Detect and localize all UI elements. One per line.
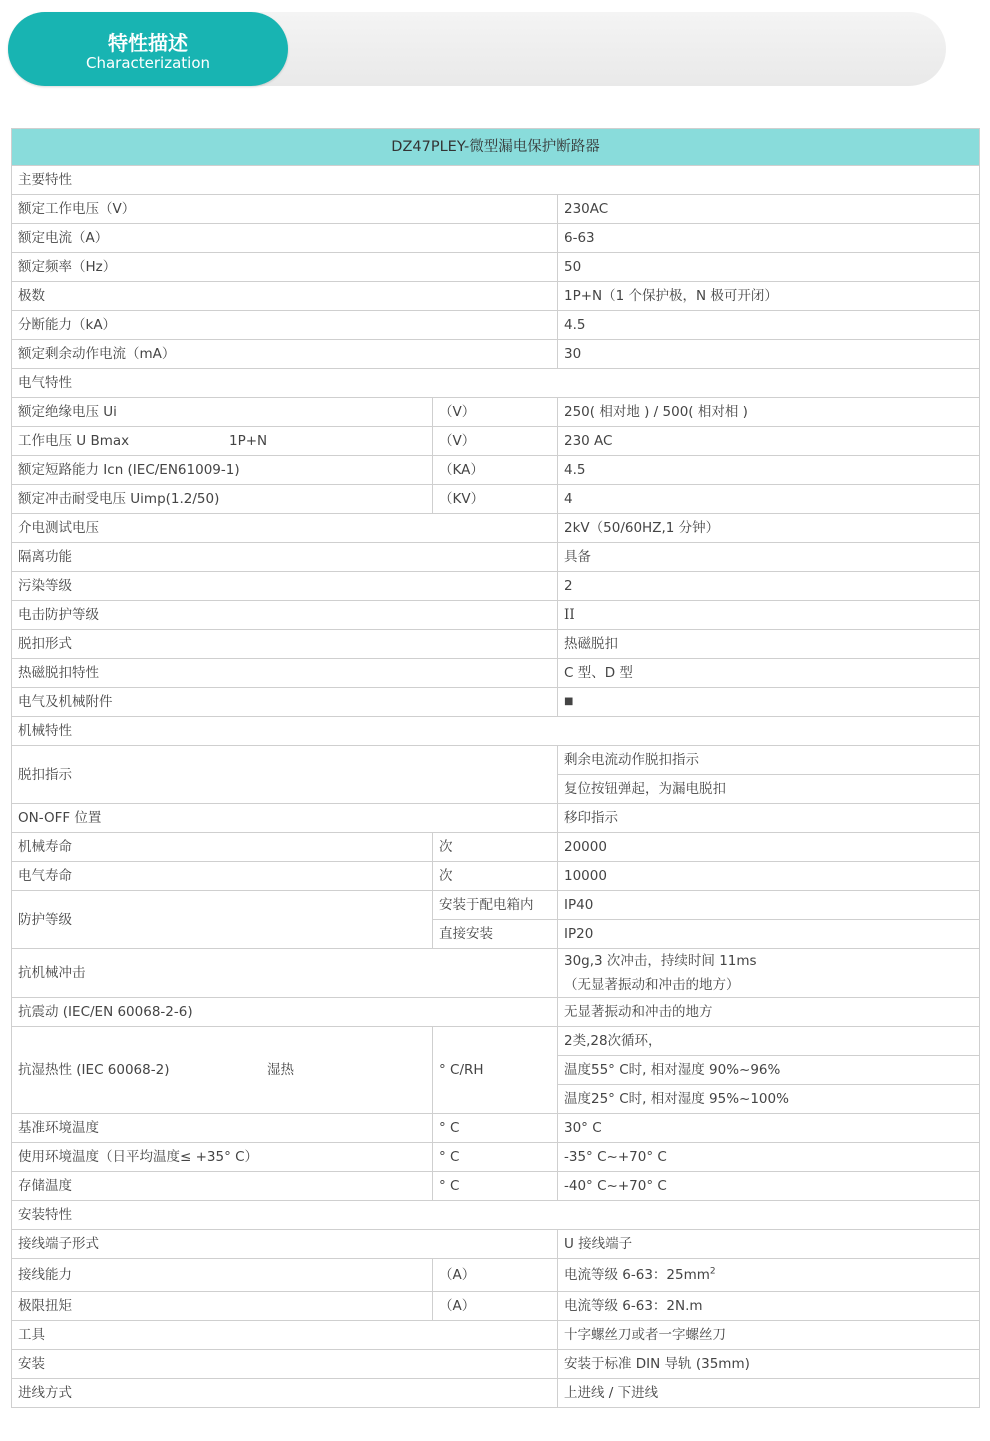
table-row (12, 282, 980, 311)
row-label: 隔离功能 (12, 543, 558, 572)
row-label: 机械寿命 (12, 833, 433, 862)
row-label: 额定绝缘电压 Ui (12, 398, 433, 427)
row-value: U 接线端子 (558, 1230, 980, 1259)
section-header-pill (8, 12, 288, 86)
row-label: 抗湿热性 (IEC 60068-2) (18, 1062, 170, 1078)
section-row-installation (12, 1201, 980, 1230)
table-row (12, 1379, 980, 1408)
table-row (12, 630, 980, 659)
table-row (12, 1114, 980, 1143)
row-value-superscript: 2 (709, 1266, 716, 1277)
section-title: 特性描述 (108, 31, 188, 55)
row-value: 1P+N（1 个保护极，N 极可开闭） (558, 282, 980, 311)
spec-table (11, 128, 980, 1408)
row-label: 安装 (12, 1350, 558, 1379)
row-value: IP40 (558, 891, 980, 920)
row-unit: 次 (433, 862, 558, 891)
table-row (12, 485, 980, 514)
table-row (12, 311, 980, 340)
row-label-extra: 湿热 (267, 1062, 294, 1078)
row-label: 额定电流（A） (12, 224, 558, 253)
row-value: 无显著振动和冲击的地方 (558, 998, 980, 1027)
row-value: C 型、D 型 (558, 659, 980, 688)
row-value: -40° C~+70° C (558, 1172, 980, 1201)
table-row (12, 1292, 980, 1321)
row-value: ■ (558, 688, 980, 717)
section-subtitle: Characterization (85, 54, 211, 72)
row-value: 上进线 / 下进线 (558, 1379, 980, 1408)
table-row (12, 862, 980, 891)
table-row (12, 572, 980, 601)
row-value: 剩余电流动作脱扣指示 (558, 746, 980, 775)
row-label: 工作电压 U Bmax (18, 433, 130, 449)
row-label: 存储温度 (12, 1172, 433, 1201)
row-label: 脱扣形式 (12, 630, 558, 659)
row-unit: （V） (433, 398, 558, 427)
row-label-extra: 1P+N (229, 433, 268, 449)
row-label: 工具 (12, 1321, 558, 1350)
row-unit: ° C (433, 1114, 558, 1143)
row-label-cell (12, 427, 433, 456)
row-value: 6-63 (558, 224, 980, 253)
row-value: 十字螺丝刀或者一字螺丝刀 (558, 1321, 980, 1350)
row-value: 30 (558, 340, 980, 369)
row-value: 4 (558, 485, 980, 514)
row-value: 电流等级 6-63：25mm (564, 1267, 710, 1283)
table-row (12, 891, 980, 920)
table-row (12, 833, 980, 862)
row-label: 介电测试电压 (12, 514, 558, 543)
row-label: 使用环境温度（日平均温度≤ +35° C） (12, 1143, 433, 1172)
table-row (12, 1172, 980, 1201)
row-value: 230AC (558, 195, 980, 224)
row-label: 极限扭矩 (12, 1292, 433, 1321)
row-value-line: 30g,3 次冲击，持续时间 11ms (564, 953, 757, 969)
row-label: 极数 (12, 282, 558, 311)
row-unit: （A） (433, 1259, 558, 1292)
section-heading: 主要特性 (12, 166, 980, 195)
section-heading: 安装特性 (12, 1201, 980, 1230)
row-label: 基准环境温度 (12, 1114, 433, 1143)
row-value: 具备 (558, 543, 980, 572)
table-row (12, 1350, 980, 1379)
row-value: 250( 相对地 ) / 500( 相对相 ) (558, 398, 980, 427)
table-row (12, 1230, 980, 1259)
table-row (12, 398, 980, 427)
table-row (12, 601, 980, 630)
row-unit: （KV） (433, 485, 558, 514)
table-row (12, 514, 980, 543)
row-label: 分断能力（kA） (12, 311, 558, 340)
row-value: 20000 (558, 833, 980, 862)
row-label: 抗震动 (IEC/EN 60068-2-6) (12, 998, 558, 1027)
row-unit: ° C (433, 1172, 558, 1201)
table-row (12, 746, 980, 775)
table-row (12, 427, 980, 456)
row-label: 污染等级 (12, 572, 558, 601)
row-unit: ° C (433, 1143, 558, 1172)
row-value: 热磁脱扣 (558, 630, 980, 659)
table-title: DZ47PLEY-微型漏电保护断路器 (12, 129, 980, 166)
row-value: 10000 (558, 862, 980, 891)
row-label: 电击防护等级 (12, 601, 558, 630)
row-unit: （A） (433, 1292, 558, 1321)
row-value: 温度55° C时, 相对湿度 90%~96% (558, 1056, 980, 1085)
table-row (12, 998, 980, 1027)
row-value: 2kV（50/60HZ,1 分钟） (558, 514, 980, 543)
row-label: 电气及机械附件 (12, 688, 558, 717)
row-value: IP20 (558, 920, 980, 949)
row-label: 额定频率（Hz） (12, 253, 558, 282)
row-value-cell (558, 1259, 980, 1292)
row-label-cell (12, 1027, 433, 1114)
table-row (12, 340, 980, 369)
row-label: 额定冲击耐受电压 Uimp(1.2/50) (12, 485, 433, 514)
section-row-main (12, 166, 980, 195)
row-label: 电气寿命 (12, 862, 433, 891)
row-value: 50 (558, 253, 980, 282)
row-label: 额定工作电压（V） (12, 195, 558, 224)
section-row-mechanical (12, 717, 980, 746)
row-value: 2类,28次循环， (558, 1027, 980, 1056)
row-value: 安装于标准 DIN 导轨 (35mm) (558, 1350, 980, 1379)
table-row (12, 1143, 980, 1172)
section-heading: 电气特性 (12, 369, 980, 398)
row-label: 抗机械冲击 (12, 949, 558, 998)
row-value: -35° C~+70° C (558, 1143, 980, 1172)
row-label: 热磁脱扣特性 (12, 659, 558, 688)
section-heading: 机械特性 (12, 717, 980, 746)
row-label: 接线能力 (12, 1259, 433, 1292)
row-unit: ° C/RH (433, 1027, 558, 1114)
row-unit: 次 (433, 833, 558, 862)
table-row (12, 253, 980, 282)
table-row (12, 543, 980, 572)
row-value: 30° C (558, 1114, 980, 1143)
table-row (12, 1259, 980, 1292)
row-unit: 安装于配电箱内 (433, 891, 558, 920)
table-title-row (12, 129, 980, 166)
table-row (12, 804, 980, 833)
table-row (12, 1027, 980, 1056)
row-label: 进线方式 (12, 1379, 558, 1408)
row-label: 接线端子形式 (12, 1230, 558, 1259)
row-label: 防护等级 (12, 891, 433, 949)
table-row (12, 659, 980, 688)
section-row-electrical (12, 369, 980, 398)
row-value: 230 AC (558, 427, 980, 456)
row-value: 复位按钮弹起，为漏电脱扣 (558, 775, 980, 804)
table-row (12, 195, 980, 224)
row-label: 额定短路能力 Icn (IEC/EN61009-1) (12, 456, 433, 485)
row-value: 移印指示 (558, 804, 980, 833)
row-unit: （KA） (433, 456, 558, 485)
table-row (12, 456, 980, 485)
table-row (12, 688, 980, 717)
table-row (12, 1321, 980, 1350)
row-unit: （V） (433, 427, 558, 456)
row-value: II (558, 601, 980, 630)
table-row (12, 224, 980, 253)
row-value: 电流等级 6-63：2N.m (558, 1292, 980, 1321)
row-label: 脱扣指示 (12, 746, 558, 804)
row-value: 2 (558, 572, 980, 601)
row-value-line: （无显著振动和冲击的地方） (564, 977, 740, 993)
row-label: ON-OFF 位置 (12, 804, 558, 833)
table-row (12, 949, 980, 998)
row-value: 温度25° C时, 相对湿度 95%~100% (558, 1085, 980, 1114)
row-value: 4.5 (558, 311, 980, 340)
row-unit: 直接安装 (433, 920, 558, 949)
row-value-cell (558, 949, 980, 998)
row-label: 额定剩余动作电流（mA） (12, 340, 558, 369)
row-value: 4.5 (558, 456, 980, 485)
